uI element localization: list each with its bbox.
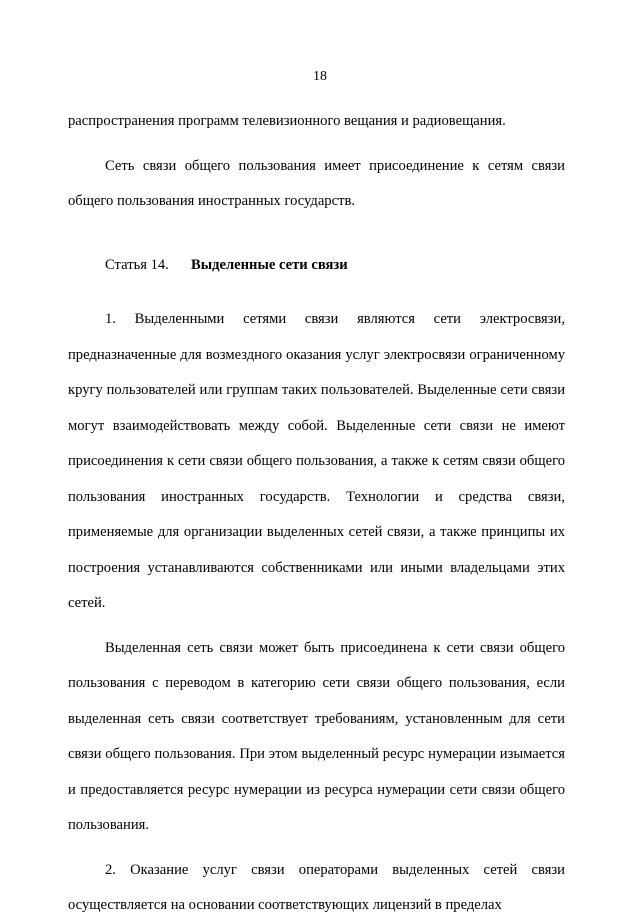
page-number: 18 [313, 69, 327, 84]
article-title: Выделенные сети связи [191, 257, 348, 273]
paragraph-article-1: 1. Выделенными сетями связи являются сети электросвязи, предназначенные для возмездного оказания услуг электросвязи ограниченному кругу пользователей или группам таких пользователей. Выделенные сети связи могут взаимодействовать между собой. Выделенные сети связи не имеют присоединения к сети связи общего пользования, а также к сетям связи общего пользования иностранных государств. Технологии и средства связи, применяемые для организации выделенных сетей связи, а также принципы их построения устанавливаются собственниками или иными владельцами этих сетей. [68, 311, 565, 611]
paragraph-article-2: 2. Оказание услуг связи операторами выделенных сетей связи осуществляется на основании соответствующих лицензий в пределах [68, 861, 565, 913]
paragraph-continuation: распространения программ телевизионного вещания и радиовещания. [68, 113, 506, 129]
text-block-top [68, 104, 565, 220]
paragraph-public-network: Сеть связи общего пользования имеет присоединение к сетям связи общего пользования иностранных государств. [68, 157, 565, 209]
paragraph-article-connection: Выделенная сеть связи может быть присоединена к сети связи общего пользования с переводом в категорию сети связи общего пользования, если выделенная сеть связи соответствует требованиям, установленным для сети связи общего пользования. При этом выделенный ресурс нумерации изымается и предоставляется ресурс нумерации из ресурса нумерации сети связи общего пользования. [68, 639, 565, 833]
article-heading [105, 250, 348, 280]
text-block-article [68, 302, 565, 924]
article-number: Статья 14. [105, 257, 169, 273]
